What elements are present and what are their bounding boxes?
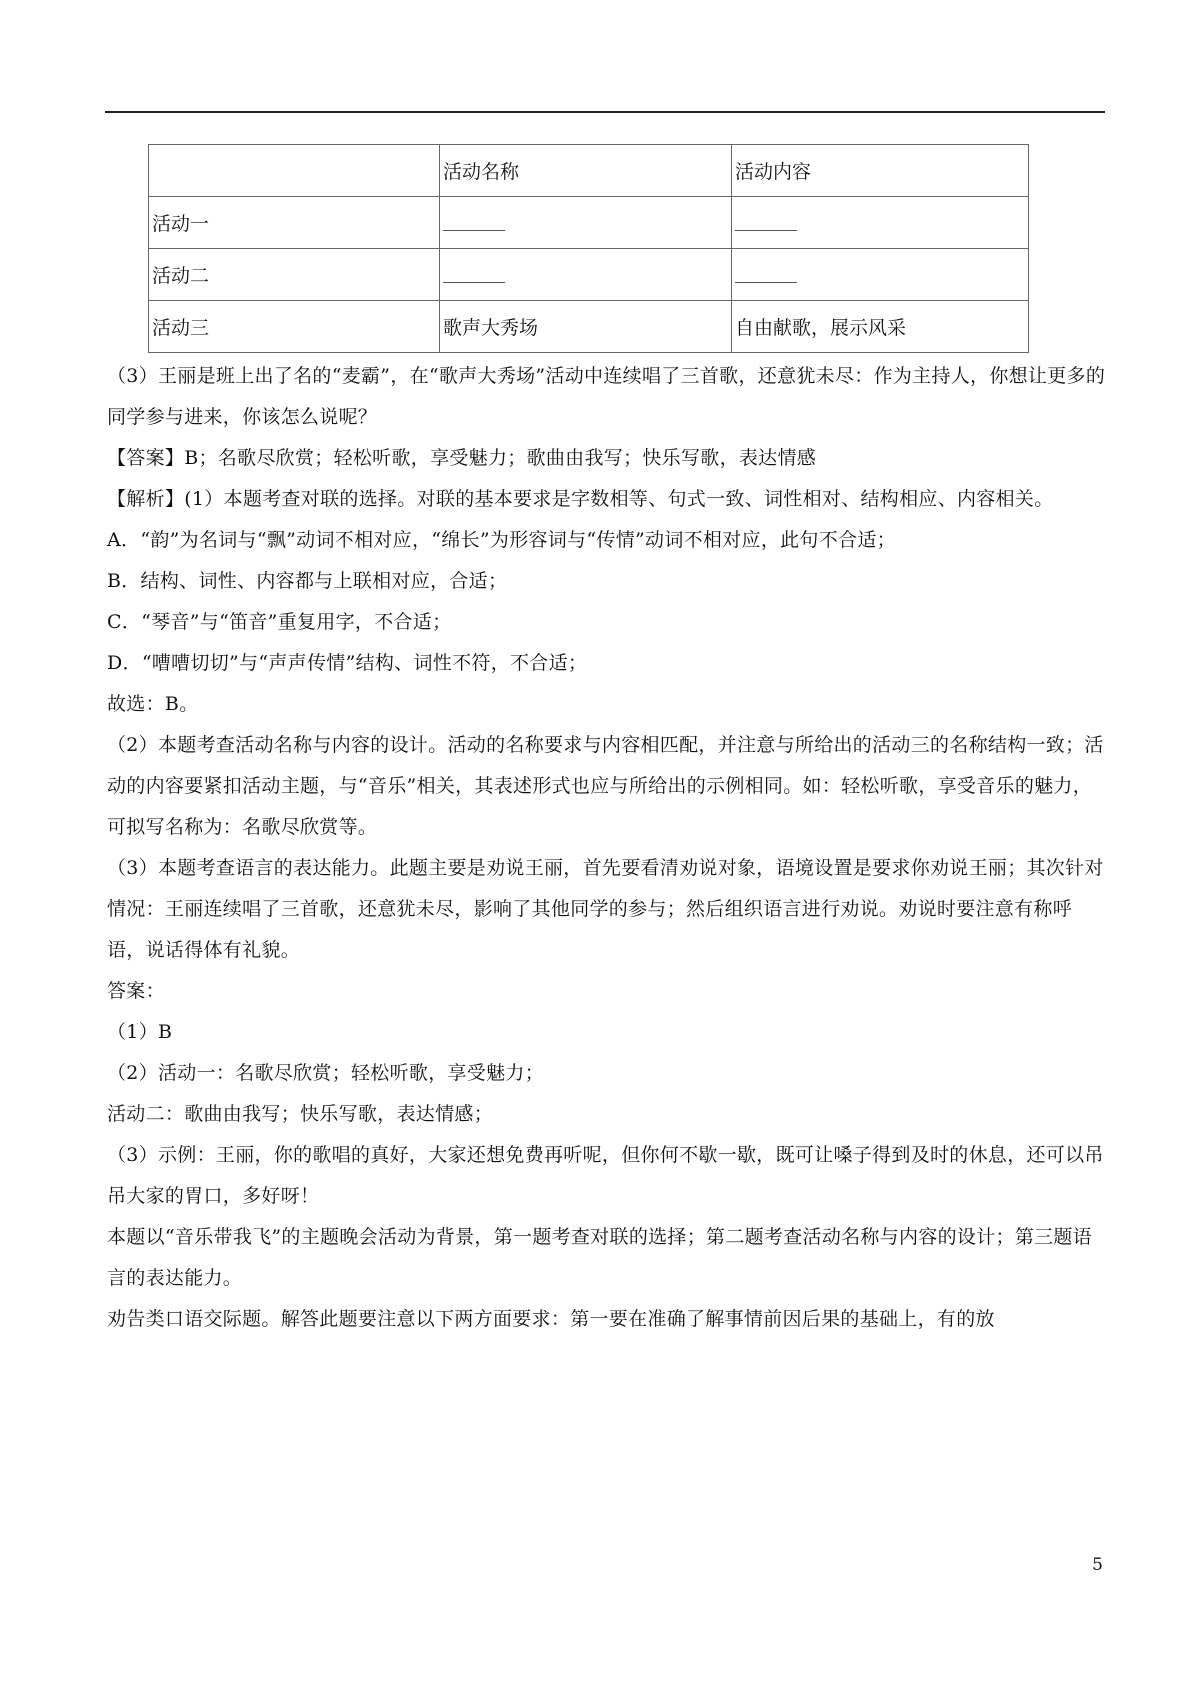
table-cell: 歌声大秀场 [440, 301, 732, 353]
table-cell: 活动内容 [732, 145, 1029, 197]
paragraph: （2）本题考查活动名称与内容的设计。活动的名称要求与内容相匹配，并注意与所给出的活动三的名称结构一致；活动的内容要紧扣活动主题，与“音乐”相关，其表述形式也应与所给出的示例相同。如：轻松听歌，享受音乐的魅力，可拟写名称为：名歌尽欣赏等。 [107, 734, 1104, 838]
table-cell-blank [732, 249, 1029, 301]
fill-blank [443, 268, 505, 283]
paragraph: 劝告类口语交际题。解答此题要注意以下两方面要求：第一要在准确了解事情前因后果的基础上，有的放 [107, 1308, 995, 1330]
table-cell: 活动三 [149, 301, 440, 353]
paragraph: A．“韵”为名词与“飘”动词不相对应，“绵长”为形容词与“传情”动词不相对应，此句不合适； [107, 529, 896, 551]
fill-blank [443, 216, 505, 231]
paragraph: D．“嘈嘈切切”与“声声传情”结构、词性不符，不合适； [107, 652, 588, 674]
table-row [149, 197, 1029, 249]
paragraph: 故选：B。 [107, 693, 199, 715]
paragraph: 【答案】B；名歌尽欣赏；轻松听歌，享受魅力；歌曲由我写；快乐写歌，表达情感 [107, 447, 817, 469]
paragraph: 【解析】(1）本题考查对联的选择。对联的基本要求是字数相等、句式一致、词性相对、结构相应、内容相关。 [107, 488, 1054, 510]
table-cell: 自由献歌，展示风采 [732, 301, 1029, 353]
table-cell: 活动名称 [440, 145, 732, 197]
table-header-row [149, 145, 1029, 197]
table-cell: 活动一 [149, 197, 440, 249]
fill-blank [735, 268, 797, 283]
table-cell-blank [440, 197, 732, 249]
table-cell: 活动二 [149, 249, 440, 301]
paragraph: C．“琴音”与“笛音”重复用字，不合适； [107, 611, 452, 633]
fill-blank [735, 216, 797, 231]
paragraph: B．结构、词性、内容都与上联相对应，合适； [107, 570, 508, 592]
paragraph: 答案： [107, 980, 165, 1002]
paragraph: （3）王丽是班上出了名的“麦霸”，在“歌声大秀场”活动中连续唱了三首歌，还意犹未尽：作为主持人，你想让更多的同学参与进来，你该怎么说呢？ [107, 365, 1106, 428]
paragraph: 本题以“音乐带我飞”的主题晚会活动为背景，第一题考查对联的选择；第二题考查活动名称与内容的设计；第三题语言的表达能力。 [107, 1226, 1093, 1289]
paragraph: （3）本题考查语言的表达能力。此题主要是劝说王丽，首先要看清劝说对象，语境设置是要求你劝说王丽；其次针对情况：王丽连续唱了三首歌，还意犹未尽，影响了其他同学的参与；然后组织语言进行劝说。劝说时要注意有称呼语，说话得体有礼貌。 [107, 857, 1104, 961]
paragraph: （2）活动一：名歌尽欣赏；轻松听歌，享受魅力； [107, 1062, 544, 1084]
document-body [107, 356, 1107, 1340]
page-number: 5 [1092, 1555, 1103, 1575]
activity-table [148, 144, 1029, 353]
paragraph: 活动二：歌曲由我写；快乐写歌，表达情感； [107, 1103, 494, 1125]
table-cell-blank [440, 249, 732, 301]
header-rule [105, 111, 1105, 113]
table-row [149, 249, 1029, 301]
table-cell-blank [732, 197, 1029, 249]
paragraph: （3）示例：王丽，你的歌唱的真好，大家还想免费再听呢，但你何不歇一歇，既可让嗓子得到及时的休息，还可以吊吊大家的胃口，多好呀！ [107, 1144, 1104, 1207]
table-row [149, 301, 1029, 353]
table-cell [149, 145, 440, 197]
paragraph: （1）B [107, 1021, 173, 1043]
